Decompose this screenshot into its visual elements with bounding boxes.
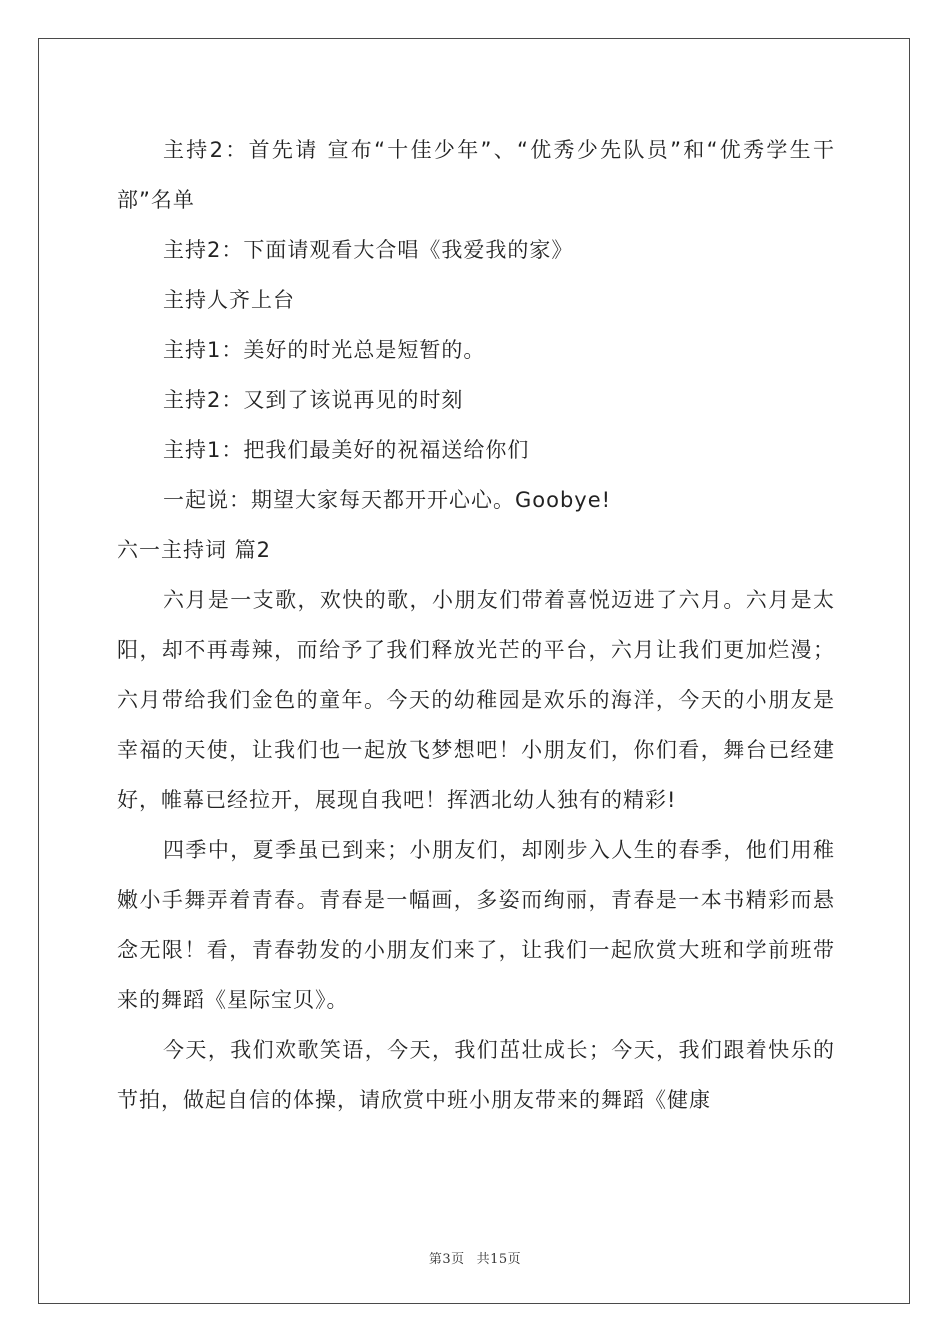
page-total: 共15页 — [476, 1252, 522, 1267]
page-number: 第3页 — [428, 1252, 465, 1267]
section-heading: 六一主持词 篇2 — [117, 538, 272, 562]
paragraph: 主持1：美好的时光总是短暂的。 — [163, 338, 486, 362]
paragraph: 今天，我们欢歌笑语，今天，我们茁壮成长；今天，我们跟着快乐的节拍，做起自信的体操，请欣赏中班小朋友带来的舞蹈《健康 — [117, 1038, 835, 1112]
paragraph: 主持1：把我们最美好的祝福送给你们 — [163, 438, 530, 462]
paragraph: 一起说：期望大家每天都开开心心。Goobye! — [163, 488, 612, 512]
paragraph: 主持2：下面请观看大合唱《我爱我的家》 — [163, 238, 574, 262]
document-body — [117, 125, 835, 1125]
paragraph: 六月是一支歌，欢快的歌，小朋友们带着喜悦迈进了六月。六月是太阳，却不再毒辣，而给予了我们释放光芒的平台，六月让我们更加烂漫；六月带给我们金色的童年。今天的幼稚园是欢乐的海洋，今天的小朋友是幸福的天使，让我们也一起放飞梦想吧！小朋友们，你们看，舞台已经建好，帷幕已经拉开，展现自我吧！挥洒北幼人独有的精彩! — [117, 588, 835, 812]
paragraph: 主持2：首先请 宣布“十佳少年”、“优秀少先队员”和“优秀学生干部”名单 — [117, 138, 835, 212]
paragraph: 四季中，夏季虽已到来；小朋友们，却刚步入人生的春季，他们用稚嫩小手舞弄着青春。青春是一幅画，多姿而绚丽，青春是一本书精彩而悬念无限！看，青春勃发的小朋友们来了，让我们一起欣赏大班和学前班带来的舞蹈《星际宝贝》。 — [117, 838, 835, 1012]
paragraph: 主持2：又到了该说再见的时刻 — [163, 388, 464, 412]
page-footer — [0, 1248, 950, 1267]
paragraph: 主持人齐上台 — [163, 288, 295, 312]
